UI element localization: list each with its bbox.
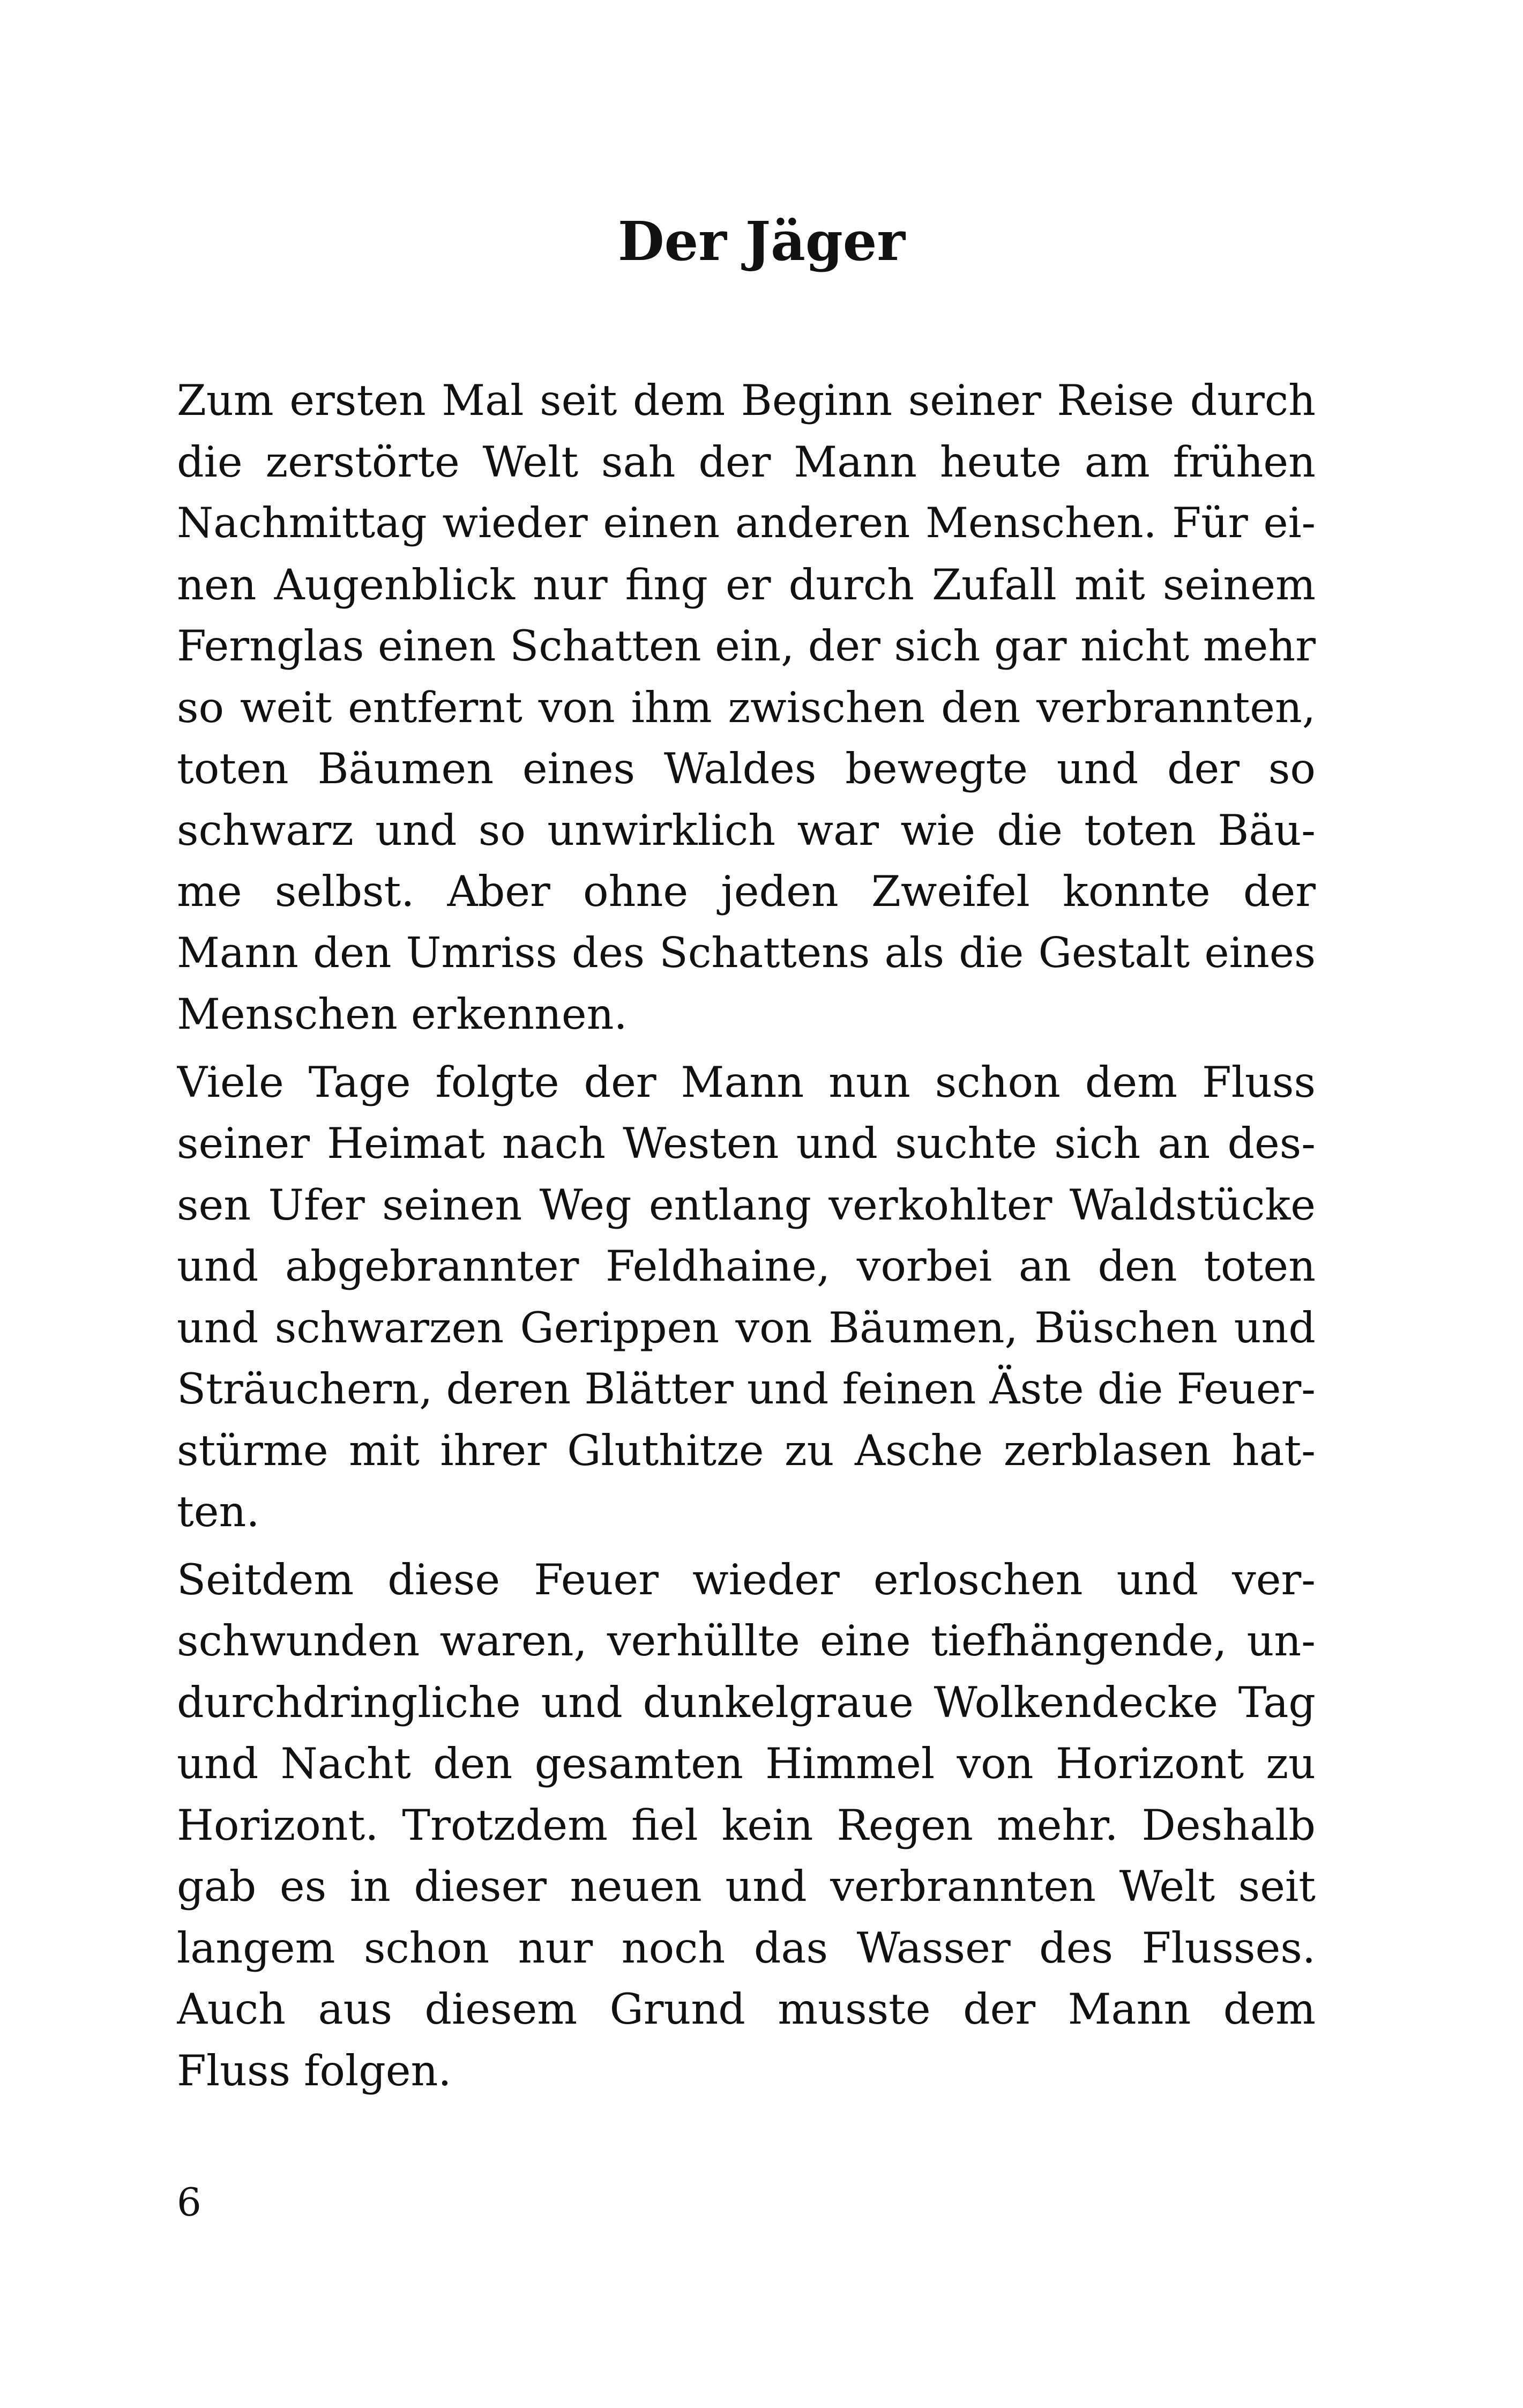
text-line: Seitdem diese Feuer wieder erloschen und ver-	[177, 1555, 1316, 1604]
paragraph-3	[177, 1549, 1316, 2102]
text-line: Auch aus diesem Grund musste der Mann dem	[177, 1985, 1316, 2034]
text-line: toten Bäumen eines Waldes bewegte und der so	[177, 744, 1316, 793]
text-line: sen Ufer seinen Weg entlang verkohlter Waldstücke	[177, 1180, 1316, 1230]
text-line: Sträuchern, deren Blätter und feinen Äste die Feuer-	[177, 1364, 1316, 1414]
text-line: Fluss folgen.	[177, 2046, 452, 2095]
text-line: Fernglas einen Schatten ein, der sich gar nicht mehr	[177, 621, 1316, 671]
text-line: und schwarzen Gerippen von Bäumen, Büschen und	[177, 1303, 1316, 1352]
text-line: schwunden waren, verhüllte eine tiefhängende, un-	[177, 1616, 1316, 1666]
text-line: durchdringliche und dunkelgraue Wolkendecke Tag	[177, 1677, 1316, 1727]
text-line: nen Augenblick nur fing er durch Zufall mit seinem	[177, 560, 1316, 610]
text-line: und Nacht den gesamten Himmel von Horizont zu	[177, 1739, 1316, 1788]
text-line: Zum ersten Mal seit dem Beginn seiner Reise durch	[177, 376, 1316, 425]
text-line: Horizont. Trotzdem fiel kein Regen mehr. Deshalb	[177, 1800, 1316, 1850]
text-line: Mann den Umriss des Schattens als die Gestalt eines	[177, 928, 1316, 977]
chapter-title: Der Jäger	[617, 210, 906, 273]
text-line: Nachmittag wieder einen anderen Menschen. Für ei-	[177, 499, 1316, 547]
text-line: langem schon nur noch das Wasser des Flusses.	[177, 1923, 1316, 1973]
paragraph-1	[177, 370, 1316, 1045]
text-line: und abgebrannter Feldhaine, vorbei an den toten	[177, 1242, 1316, 1291]
text-line: stürme mit ihrer Gluthitze zu Asche zerblasen hat-	[177, 1425, 1316, 1475]
page-number: 6	[177, 2180, 201, 2225]
text-line: gab es in dieser neuen und verbrannten Welt seit	[177, 1862, 1316, 1911]
paragraph-2	[177, 1052, 1316, 1543]
chapter-body	[177, 370, 1316, 2101]
text-line: me selbst. Aber ohne jeden Zweifel konnte der	[177, 867, 1316, 916]
text-line: Viele Tage folgte der Mann nun schon dem Fluss	[177, 1057, 1316, 1107]
text-line: Menschen erkennen.	[177, 990, 628, 1039]
text-line: die zerstörte Welt sah der Mann heute am frühen	[177, 437, 1316, 487]
text-line: so weit entfernt von ihm zwischen den verbrannten,	[177, 682, 1316, 732]
text-line: seiner Heimat nach Westen und suchte sich an des-	[177, 1119, 1316, 1168]
text-line: schwarz und so unwirklich war wie die toten Bäu-	[177, 805, 1316, 855]
text-line: ten.	[177, 1487, 260, 1536]
